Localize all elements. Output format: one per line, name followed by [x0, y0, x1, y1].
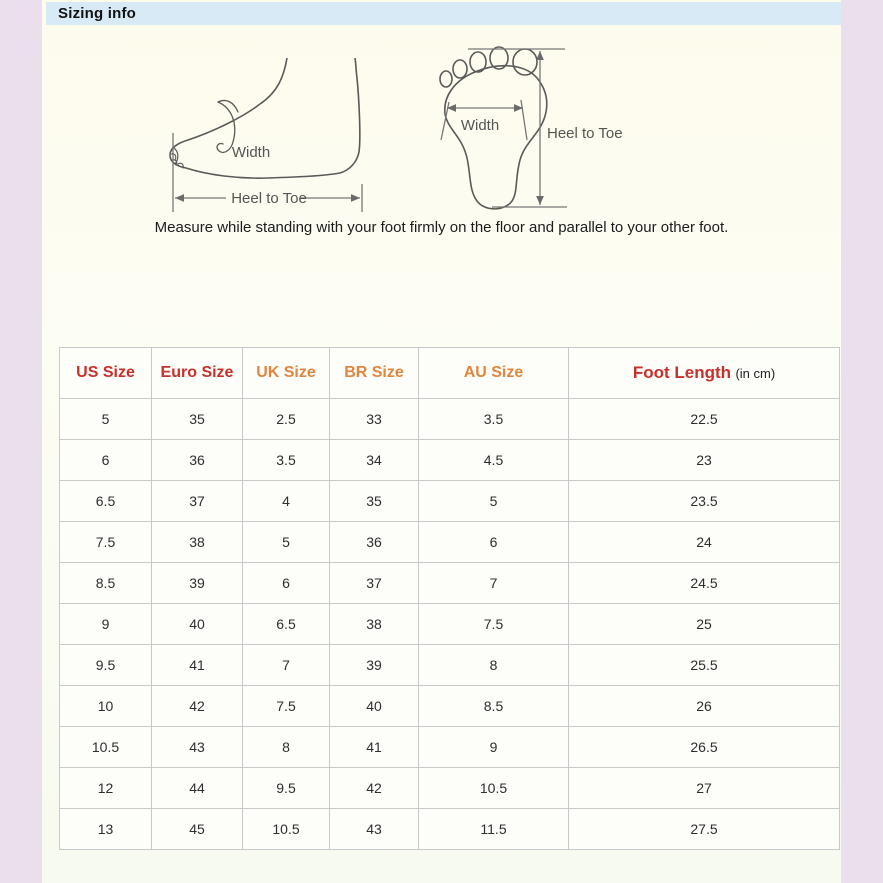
table-cell: 13 [60, 809, 152, 850]
table-cell: 8 [243, 727, 330, 768]
table-cell: 24 [569, 522, 840, 563]
table-cell: 27.5 [569, 809, 840, 850]
foot-bottom-view-diagram [433, 36, 673, 214]
table-cell: 26 [569, 686, 840, 727]
table-cell: 6.5 [243, 604, 330, 645]
table-cell: 6.5 [60, 481, 152, 522]
table-cell: 40 [152, 604, 243, 645]
table-cell: 2.5 [243, 399, 330, 440]
table-cell: 42 [152, 686, 243, 727]
table-cell: 26.5 [569, 727, 840, 768]
table-cell: 7 [419, 563, 569, 604]
header-row [60, 348, 840, 399]
table-cell: 23.5 [569, 481, 840, 522]
side-heel-to-toe-label: Heel to Toe [231, 190, 307, 207]
table-row [60, 686, 840, 727]
table-row [60, 440, 840, 481]
table-cell: 8.5 [419, 686, 569, 727]
foot-side-view-drawing [148, 58, 383, 214]
table-cell: 7.5 [243, 686, 330, 727]
table-cell: 10.5 [243, 809, 330, 850]
column-header-foot-length: Foot Length (in cm) [569, 348, 840, 399]
table-cell: 10.5 [60, 727, 152, 768]
table-cell: 6 [243, 563, 330, 604]
table-cell: 35 [152, 399, 243, 440]
table-row [60, 604, 840, 645]
table-cell: 22.5 [569, 399, 840, 440]
table-cell: 34 [330, 440, 419, 481]
table-cell: 3.5 [419, 399, 569, 440]
size-chart-header [60, 348, 840, 399]
left-margin-strip [0, 0, 42, 883]
table-cell: 7 [243, 645, 330, 686]
column-header-euro-size: Euro Size [152, 348, 243, 399]
table-cell: 9.5 [60, 645, 152, 686]
table-cell: 7.5 [60, 522, 152, 563]
table-cell: 6 [60, 440, 152, 481]
table-cell: 23 [569, 440, 840, 481]
side-width-label: Width [231, 144, 271, 161]
table-cell: 10.5 [419, 768, 569, 809]
instruction-text: Measure while standing with your foot firmly on the floor and parallel to your other foot. [154, 219, 729, 236]
table-cell: 45 [152, 809, 243, 850]
table-cell: 44 [152, 768, 243, 809]
header-bar [46, 2, 841, 25]
table-cell: 41 [152, 645, 243, 686]
right-margin-strip [841, 0, 883, 883]
table-cell: 4 [243, 481, 330, 522]
size-chart-table [59, 347, 840, 850]
table-cell: 33 [330, 399, 419, 440]
table-cell: 43 [330, 809, 419, 850]
table-cell: 11.5 [419, 809, 569, 850]
table-cell: 27 [569, 768, 840, 809]
table-cell: 4.5 [419, 440, 569, 481]
table-cell: 9 [419, 727, 569, 768]
table-cell: 40 [330, 686, 419, 727]
table-row [60, 727, 840, 768]
table-row [60, 522, 840, 563]
table-row [60, 563, 840, 604]
table-cell: 6 [419, 522, 569, 563]
table-cell: 38 [330, 604, 419, 645]
table-cell: 5 [60, 399, 152, 440]
page-title: Sizing info [58, 5, 137, 22]
column-header-uk-size: UK Size [243, 348, 330, 399]
foot-side-view-diagram [148, 58, 383, 214]
table-row [60, 645, 840, 686]
table-cell: 36 [152, 440, 243, 481]
table-cell: 8 [419, 645, 569, 686]
table-cell: 5 [419, 481, 569, 522]
table-cell: 36 [330, 522, 419, 563]
table-cell: 9 [60, 604, 152, 645]
table-cell: 3.5 [243, 440, 330, 481]
table-cell: 5 [243, 522, 330, 563]
table-cell: 38 [152, 522, 243, 563]
table-cell: 10 [60, 686, 152, 727]
column-header-br-size: BR Size [330, 348, 419, 399]
table-cell: 43 [152, 727, 243, 768]
table-cell: 37 [330, 563, 419, 604]
table-cell: 8.5 [60, 563, 152, 604]
bottom-width-label: Width [460, 117, 500, 134]
table-cell: 25 [569, 604, 840, 645]
table-cell: 41 [330, 727, 419, 768]
table-cell: 42 [330, 768, 419, 809]
footprint-drawing [433, 36, 673, 214]
table-cell: 37 [152, 481, 243, 522]
column-header-au-size: AU Size [419, 348, 569, 399]
table-cell: 39 [330, 645, 419, 686]
table-row [60, 809, 840, 850]
table-row [60, 481, 840, 522]
table-cell: 39 [152, 563, 243, 604]
column-header-us-size: US Size [60, 348, 152, 399]
content-panel [42, 0, 841, 883]
table-cell: 7.5 [419, 604, 569, 645]
table-row [60, 768, 840, 809]
bottom-heel-to-toe-label: Heel to Toe [547, 125, 623, 142]
table-cell: 35 [330, 481, 419, 522]
table-cell: 25.5 [569, 645, 840, 686]
table-cell: 12 [60, 768, 152, 809]
size-table-body [60, 399, 840, 850]
table-row [60, 399, 840, 440]
table-cell: 24.5 [569, 563, 840, 604]
table-cell: 9.5 [243, 768, 330, 809]
